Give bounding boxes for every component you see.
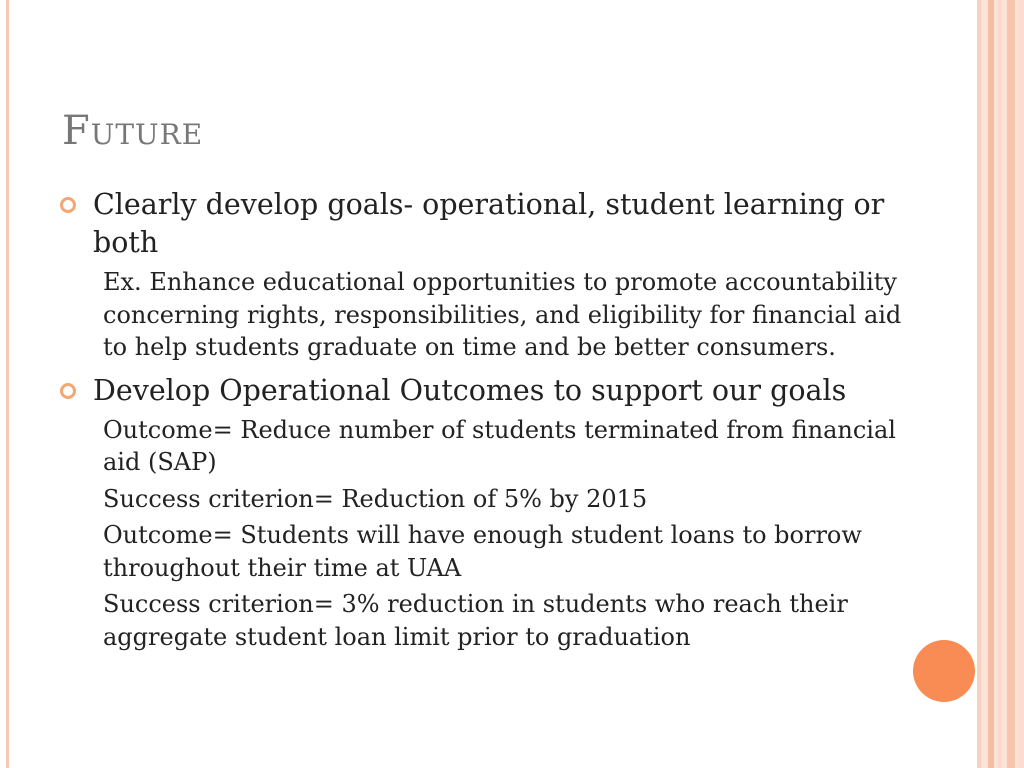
bullet-text: Clearly develop goals- operational, student learning or both <box>93 188 885 259</box>
left-border-line <box>6 0 9 768</box>
sub-bullet-outcome-2: Outcome= Students will have enough student loans to borrow throughout their time at UAA <box>103 521 862 582</box>
bullet-outcomes <box>60 372 910 410</box>
decorative-stripe <box>977 0 981 768</box>
bullet-goals <box>60 186 910 262</box>
sub-bullet-criterion-1: Success criterion= Reduction of 5% by 2015 <box>103 484 648 513</box>
sub-bullet-example: Ex. Enhance educational opportunities to promote accountability concerning rights, responsibilities, and eligibility for financial aid to help students graduate on time and be better consumers. <box>103 268 902 361</box>
accent-circle <box>913 640 975 702</box>
decorative-stripe <box>998 0 1002 768</box>
decorative-stripe <box>988 0 994 768</box>
sub-bullet-criterion-2: Success criterion= 3% reduction in students who reach their aggregate student loan limit prior to graduation <box>103 590 848 651</box>
bullet-icon <box>60 197 76 213</box>
slide-content <box>60 186 910 653</box>
bullet-text: Develop Operational Outcomes to support our goals <box>93 373 847 407</box>
decorative-stripe <box>1007 0 1015 768</box>
slide-title: Future <box>62 108 204 154</box>
decorative-stripe <box>1019 0 1024 768</box>
bullet-icon <box>60 383 76 399</box>
sub-bullet-outcome-1: Outcome= Reduce number of students terminated from financial aid (SAP) <box>103 415 896 476</box>
